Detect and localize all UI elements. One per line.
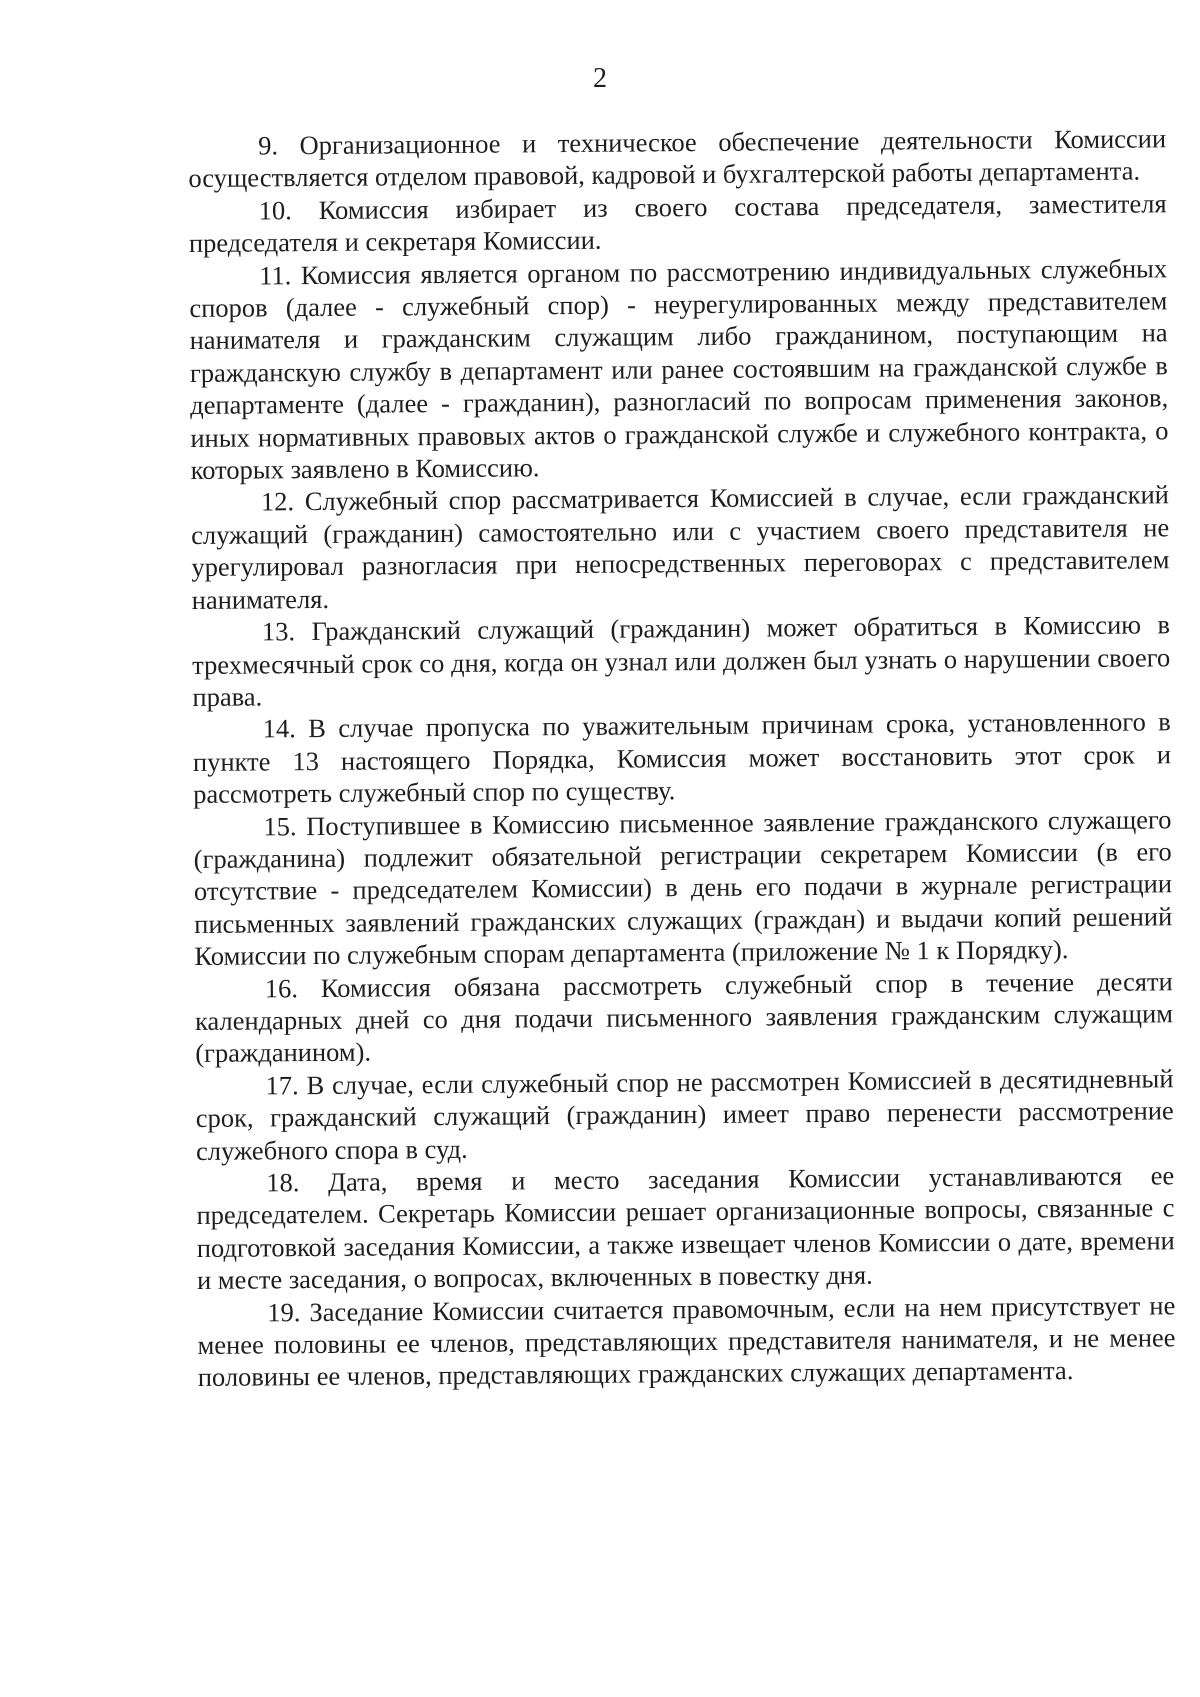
- paragraph-19: 19. Заседание Комиссии считается правомочным, если на нем присутствует не менее половины ее членов, представляющих представителя нанимателя, и не менее половины ее членов, представляющих гражданских служащих департамента.: [197, 1289, 1176, 1393]
- paragraph-13: 13. Гражданский служащий (гражданин) может обратиться в Комиссию в трехмесячный срок со дня, когда он узнал или должен был узнать о нарушении своего права.: [192, 609, 1171, 712]
- paragraph-18: 18. Дата, время и место заседания Комиссии устанавливаются ее председателем. Секретарь Комиссии решает организационные вопросы, связанные с подготовкой заседания Комиссии, а также извещает членов Комиссии о дате, времени и месте заседания, о вопросах, включенных в повестку дня.: [196, 1160, 1175, 1296]
- paragraph-10: 10. Комиссия избирает из своего состава председателя, заместителя председателя и секретаря Комиссии.: [188, 188, 1167, 259]
- paragraph-11: 11. Комиссия является органом по рассмотрению индивидуальных служебных споров (далее - служебный спор) - неурегулированных между представителем нанимателя и гражданским служащим либо гражданином, поступающим на гражданскую службу в департамент или ранее состоявшим на гражданской службе в департаменте (далее - гражданин), разногласий по вопросам применения законов, иных нормативных правовых актов о гражданской службе и служебного контракта, о которых заявлено в Комиссию.: [189, 252, 1169, 486]
- page-number: 2: [593, 63, 607, 94]
- paragraph-15: 15. Поступившее в Комиссию письменное заявление гражданского служащего (гражданина) подлежит обязательной регистрации секретарем Комиссии (в его отсутствие - председателем Комиссии) в день его подачи в журнале регистрации письменных заявлений гражданских служащих (граждан) и выдачи копий решений Комиссии по служебным спорам департамента (приложение № 1 к Порядку).: [193, 803, 1173, 972]
- paragraph-14: 14. В случае пропуска по уважительным причинам срока, установленного в пункте 13 настоящего Порядка, Комиссия может восстановить этот срок и рассмотреть служебный спор по существу.: [192, 706, 1172, 810]
- paragraph-9: 9. Организационное и техническое обеспечение деятельности Комиссии осуществляется отделом правовой, кадровой и бухгалтерской работы департамента.: [188, 123, 1167, 194]
- paragraph-16: 16. Комиссия обязана рассмотреть служебный спор в течение десяти календарных дней со дня подачи письменного заявления гражданским служащим (гражданином).: [194, 965, 1174, 1069]
- paragraph-12: 12. Служебный спор рассматривается Комиссией в случае, если гражданский служащий (гражданин) самостоятельно или с участием своего представителя не урегулировал разногласия при непосредственных переговорах с представителем нанимателя.: [191, 479, 1170, 615]
- paragraph-17: 17. В случае, если служебный спор не рассмотрен Комиссией в десятидневный срок, гражданский служащий (гражданин) имеет право перенести рассмотрение служебного спора в суд.: [195, 1063, 1174, 1166]
- document-body: [188, 122, 1176, 1393]
